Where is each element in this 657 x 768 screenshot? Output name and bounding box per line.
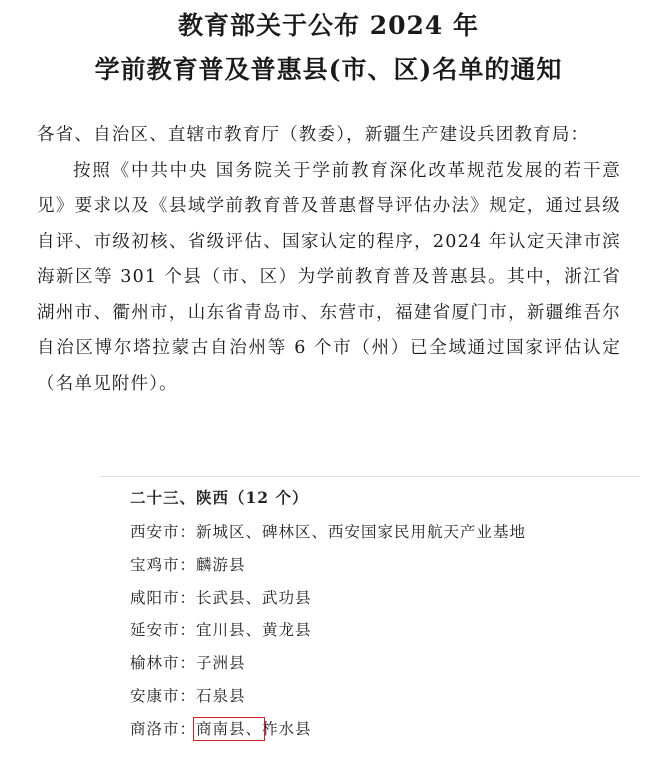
province-heading: 二十三、陕西（12 个）	[130, 488, 309, 507]
document-title-line-1: 教育部关于公布 2024 年	[178, 11, 479, 40]
county-name: 碑林区、	[262, 523, 329, 541]
county-name: 武功县	[262, 588, 312, 607]
city-name: 西安市：	[130, 523, 197, 541]
county-name: 新城区、	[196, 523, 263, 541]
city-name: 安康市：	[130, 686, 197, 705]
county-name: 黄龙县	[262, 621, 312, 640]
notice-body	[37, 118, 621, 402]
city-name: 宝鸡市：	[130, 555, 197, 574]
city-name: 商洛市：	[130, 719, 197, 738]
city-row	[130, 549, 610, 582]
section-divider	[100, 476, 640, 477]
county-name: 长武县、	[196, 588, 263, 607]
highlighted-county: 商南县、	[196, 719, 263, 738]
city-row	[130, 647, 610, 680]
county-name: 宜川县、	[196, 621, 263, 640]
city-name: 榆林市：	[130, 654, 197, 673]
county-name: 麟游县	[196, 555, 246, 574]
attachment-list	[130, 484, 610, 746]
city-list	[130, 516, 610, 746]
document-title-line-2: 学前教育普及普惠县(市、区)名单的通知	[94, 55, 563, 84]
city-name: 延安市：	[130, 621, 197, 640]
county-name: 西安国家民用航天产业基地	[328, 523, 527, 541]
notice-paragraph: 按照《中共中央 国务院关于学前教育深化改革规范发展的若干意见》要求以及《县域学前教育普及普惠督导评估办法》规定，通过县级自评、市级初核、省级评估、国家认定的程序，2024 年认定天津市滨海新区等 301 个县（市、区）为学前教育普及普惠县。其中，浙江省湖州市、衢州市，山东省青岛市、东营市，福建省厦门市，新疆维吾尔自治区博尔塔拉蒙古自治州等 6 个市（州）已全域通过国家评估认定（名单见附件）。	[37, 160, 621, 394]
county-name: 柞水县	[262, 719, 312, 738]
city-name: 咸阳市：	[130, 588, 197, 607]
county-name: 石泉县	[196, 686, 246, 705]
city-row	[130, 516, 610, 549]
city-row	[130, 680, 610, 713]
county-name: 子洲县	[196, 654, 246, 673]
city-row	[130, 713, 610, 746]
city-row	[130, 582, 610, 615]
salutation: 各省、自治区、直辖市教育厅（教委），新疆生产建设兵团教育局：	[37, 125, 590, 145]
city-row	[130, 614, 610, 647]
